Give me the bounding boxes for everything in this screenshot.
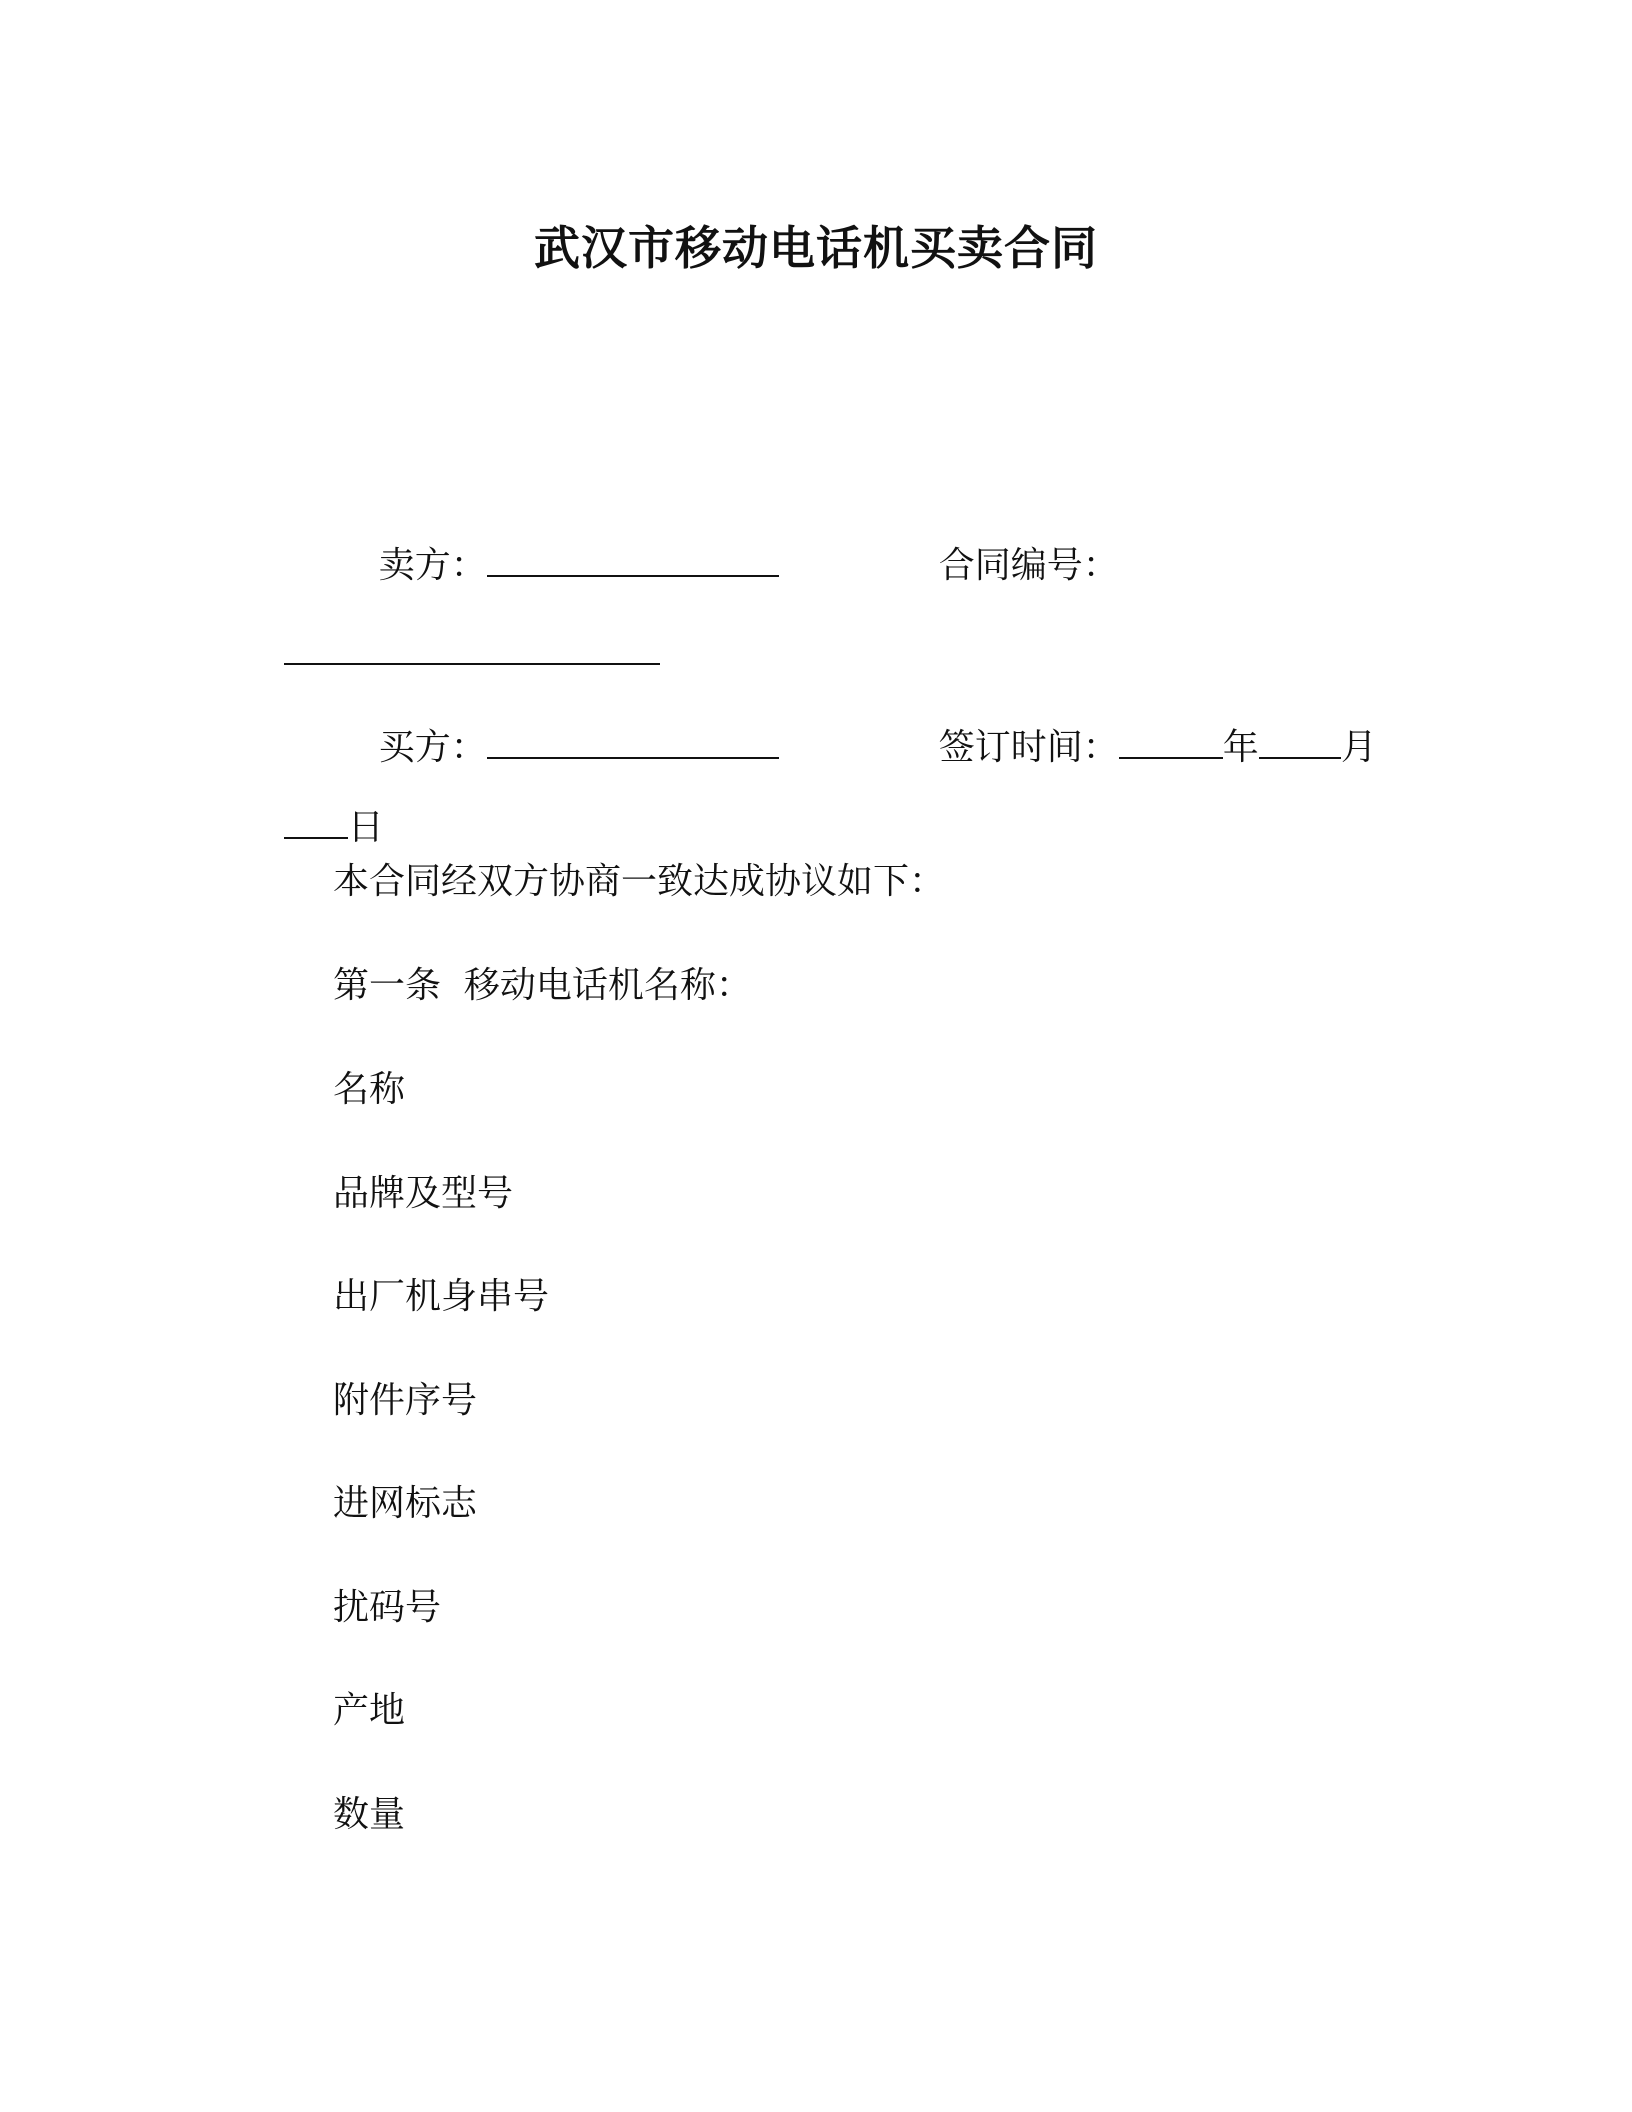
sign-time-label: 签订时间： xyxy=(938,727,1119,768)
seller-label: 卖方： xyxy=(378,545,487,586)
contract-number-blank[interactable] xyxy=(284,633,660,665)
field-name: 名称 xyxy=(333,1069,406,1110)
buyer-row xyxy=(333,676,779,820)
article-1-heading: 第一条 移动电话机名称： xyxy=(333,965,752,1006)
field-network-mark: 进网标志 xyxy=(333,1483,478,1524)
field-quantity: 数量 xyxy=(333,1794,406,1835)
month-label: 月 xyxy=(1340,727,1377,768)
contract-number-label: 合同编号： xyxy=(938,545,1119,586)
year-label: 年 xyxy=(1222,727,1259,768)
day-blank[interactable] xyxy=(284,807,348,839)
field-scramble-code: 扰码号 xyxy=(333,1587,442,1628)
buyer-blank[interactable] xyxy=(487,727,779,759)
day-label: 日 xyxy=(347,807,384,848)
field-origin: 产地 xyxy=(333,1690,406,1731)
contract-number-row xyxy=(893,494,1119,638)
field-serial-number: 出厂机身串号 xyxy=(333,1276,550,1317)
year-blank[interactable] xyxy=(1119,727,1223,759)
intro-paragraph: 本合同经双方协商一致达成协议如下： xyxy=(333,861,946,902)
sign-time-row xyxy=(893,676,1377,820)
month-blank[interactable] xyxy=(1259,727,1341,759)
field-accessory-number: 附件序号 xyxy=(333,1380,478,1421)
buyer-label: 买方： xyxy=(378,727,487,768)
document-title: 武汉市移动电话机买卖合同 xyxy=(534,221,1098,275)
field-brand-model: 品牌及型号 xyxy=(333,1173,514,1214)
seller-blank[interactable] xyxy=(487,545,779,577)
